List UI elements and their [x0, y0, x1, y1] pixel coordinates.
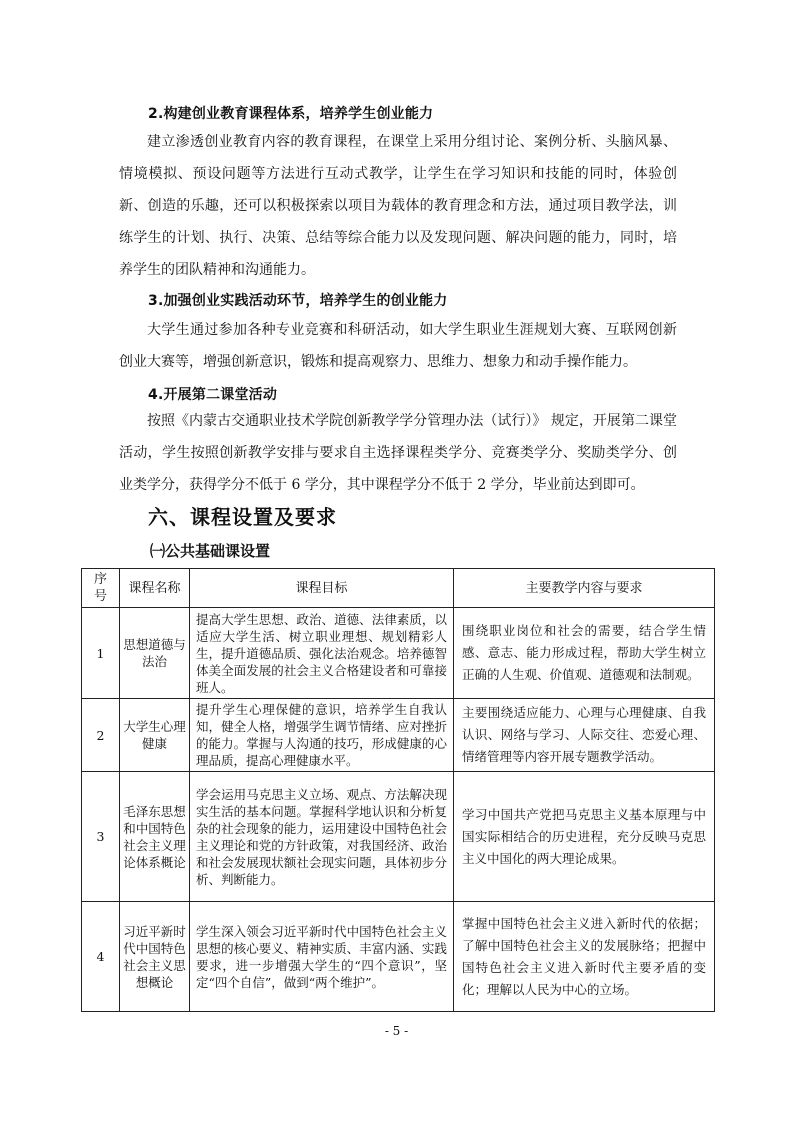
cell-content: 学习中国共产党把马克思主义基本原理与中国实际相结合的历史进程，充分反映马克思主义中国化的两大理论成果。	[454, 772, 715, 902]
table-header-row	[82, 569, 715, 608]
cell-goal: 提高大学生思想、政治、道德、法律素质，以适应大学生活、树立职业理想、规划精彩人生，提升道德品质、强化法治观念。培养德智体美全面发展的社会主义合格建设者和可靠接班人。	[190, 608, 454, 699]
cell-no: 4	[82, 902, 120, 1012]
chapter-title: 六、课程设置及要求	[148, 505, 337, 529]
cell-name: 大学生心理健康	[120, 699, 190, 772]
cell-no: 1	[82, 608, 120, 699]
table-row	[82, 699, 715, 772]
table-row	[82, 772, 715, 902]
section-heading-4: 4.开展第二课堂活动	[148, 387, 278, 403]
table-row	[82, 608, 715, 699]
header-goal: 课程目标	[190, 569, 454, 608]
header-name: 课程名称	[120, 569, 190, 608]
section-heading-3: 3.加强创业实践活动环节，培养学生的创业能力	[148, 293, 448, 309]
section-paragraph-4: 按照《内蒙古交通职业技术学院创新教学学分管理办法（试行）》 规定，开展第二课堂活动，学生按照创新教学安排与要求自主选择课程类学分、竞赛类学分、奖励类学分、创业类学分，获得学分不低于 6 学分，其中课程学分不低于 2 学分，毕业前达到即可。	[119, 413, 677, 493]
header-content: 主要教学内容与要求	[454, 569, 715, 608]
cell-content: 掌握中国特色社会主义进入新时代的依据；了解中国特色社会主义的发展脉络；把握中国特色社会主义进入新时代主要矛盾的变化；理解以人民为中心的立场。	[454, 902, 715, 1012]
cell-name: 毛泽东思想和中国特色社会主义理论体系概论	[120, 772, 190, 902]
cell-name: 习近平新时代中国特色社会主义思想概论	[120, 902, 190, 1012]
table-row	[82, 902, 715, 1012]
section-paragraph-3: 大学生通过参加各种专业竞赛和科研活动，如大学生职业生涯规划大赛、互联网创新创业大赛等，增强创新意识，锻炼和提高观察力、思维力、想象力和动手操作能力。	[119, 322, 677, 370]
cell-no: 2	[82, 699, 120, 772]
cell-goal: 学会运用马克思主义立场、观点、方法解决现实生活的基本问题。掌握科学地认识和分析复杂的社会现象的能力，运用建设中国特色社会主义理论和党的方针政策，对我国经济、政治和社会发展现状额社会现实问题，具体初步分析、判断能力。	[190, 772, 454, 902]
cell-goal: 提升学生心理保健的意识，培养学生自我认知，健全人格，增强学生调节情绪、应对挫折的能力。掌握与人沟通的技巧，形成健康的心理品质，提高心理健康水平。	[190, 699, 454, 772]
cell-content: 围绕职业岗位和社会的需要，结合学生情感、意志、能力形成过程，帮助大学生树立正确的人生观、价值观、道德观和法制观。	[454, 608, 715, 699]
course-table	[81, 568, 715, 1012]
cell-no: 3	[82, 772, 120, 902]
section-heading-2: 2.构建创业教育课程体系，培养学生创业能力	[148, 106, 434, 122]
cell-goal: 学生深入领会习近平新时代中国特色社会主义思想的核心要义、精神实质、丰富内涵、实践要求，进一步增强大学生的“四个意识”，坚定“四个自信”，做到“两个维护”。	[190, 902, 454, 1012]
section-paragraph-2: 建立渗透创业教育内容的教育课程，在课堂上采用分组讨论、案例分析、头脑风暴、情境模拟、预设问题等方法进行互动式教学，让学生在学习知识和技能的同时，体验创新、创造的乐趣，还可以积极探索以项目为载体的教育理念和方法，通过项目教学法，训练学生的计划、执行、决策、总结等综合能力以及发现问题、解决问题的能力，同时，培养学生的团队精神和沟通能力。	[119, 134, 677, 278]
cell-content: 主要围绕适应能力、心理与心理健康、自我认识、网络与学习、人际交往、恋爱心理、情绪管理等内容开展专题教学活动。	[454, 699, 715, 772]
subsection-title: ㈠公共基础课设置	[150, 542, 271, 560]
page-number: - 5 -	[384, 1024, 409, 1038]
cell-name: 思想道德与法治	[120, 608, 190, 699]
header-no: 序号	[82, 569, 120, 608]
